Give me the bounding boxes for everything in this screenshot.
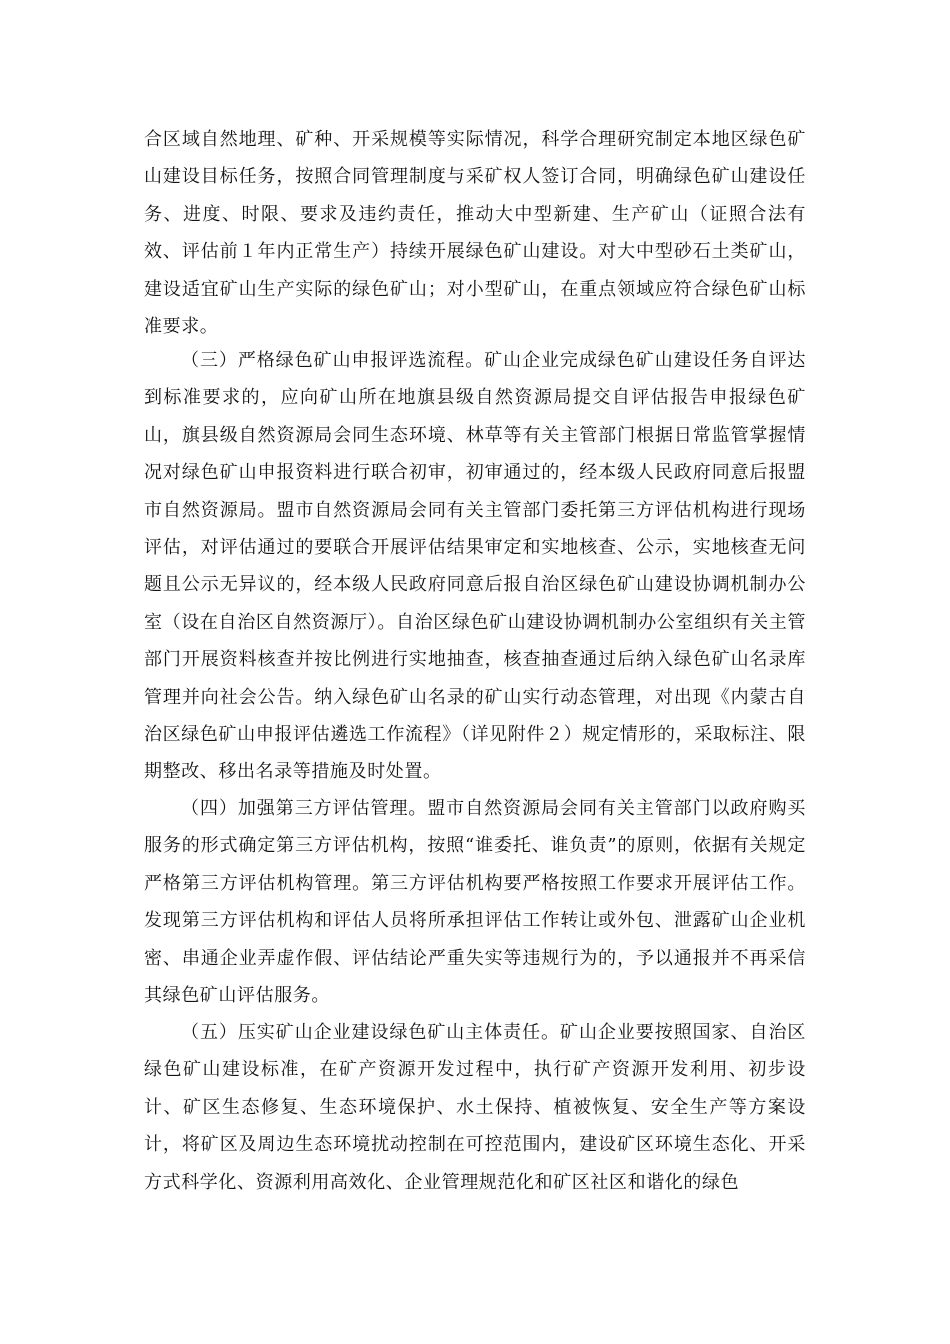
paragraph-section-4: （四）加强第三方评估管理。盟市自然资源局会同有关主管部门以政府购买服务的形式确定第三方评估机构，按照“谁委托、谁负责”的原则，依据有关规定严格第三方评估机构管理。第三方评估机构要严格按照工作要求开展评估工作。发现第三方评估机构和评估人员将所承担评估工作转让或外包、泄露矿山企业机密、串通企业弄虚作假、评估结论严重失实等违规行为的，予以通报并不再采信其绿色矿山评估服务。 bbox=[144, 798, 806, 1007]
paragraph-section-5: （五）压实矿山企业建设绿色矿山主体责任。矿山企业要按照国家、自治区绿色矿山建设标准，在矿产资源开发过程中，执行矿产资源开发利用、初步设计、矿区生态修复、生态环境保护、水土保持、植被恢复、安全生产等方案设计，将矿区及周边生态环境扰动控制在可控范围内，建设矿区环境生态化、开采方式科学化、资源利用高效化、企业管理规范化和矿区社区和谐化的绿色 bbox=[144, 1022, 806, 1193]
paragraph-continuation: 合区域自然地理、矿种、开采规模等实际情况，科学合理研究制定本地区绿色矿山建设目标任务，按照合同管理制度与采矿权人签订合同，明确绿色矿山建设任务、进度、时限、要求及违约责任，推动大中型新建、生产矿山（证照合法有效、评估前１年内正常生产）持续开展绿色矿山建设。对大中型砂石土类矿山，建设适宜矿山生产实际的绿色矿山；对小型矿山，在重点领域应符合绿色矿山标准要求。 bbox=[144, 129, 806, 338]
paragraph-section-3: （三）严格绿色矿山申报评选流程。矿山企业完成绿色矿山建设任务自评达到标准要求的，应向矿山所在地旗县级自然资源局提交自评估报告申报绿色矿山，旗县级自然资源局会同生态环境、林草等有关主管部门根据日常监管掌握情况对绿色矿山申报资料进行联合初审，初审通过的，经本级人民政府同意后报盟市自然资源局。盟市自然资源局会同有关主管部门委托第三方评估机构进行现场评估，对评估通过的要联合开展评估结果审定和实地核查、公示，实地核查无问题且公示无异议的，经本级人民政府同意后报自治区绿色矿山建设协调机制办公室（设在自治区自然资源厅）。自治区绿色矿山建设协调机制办公室组织有关主管部门开展资料核查并按比例进行实地抽查，核查抽查通过后纳入绿色矿山名录库管理并向社会公告。纳入绿色矿山名录的矿山实行动态管理，对出现《内蒙古自治区绿色矿山申报评估遴选工作流程》（详见附件２）规定情形的，采取标注、限期整改、移出名录等措施及时处置。 bbox=[144, 350, 806, 783]
